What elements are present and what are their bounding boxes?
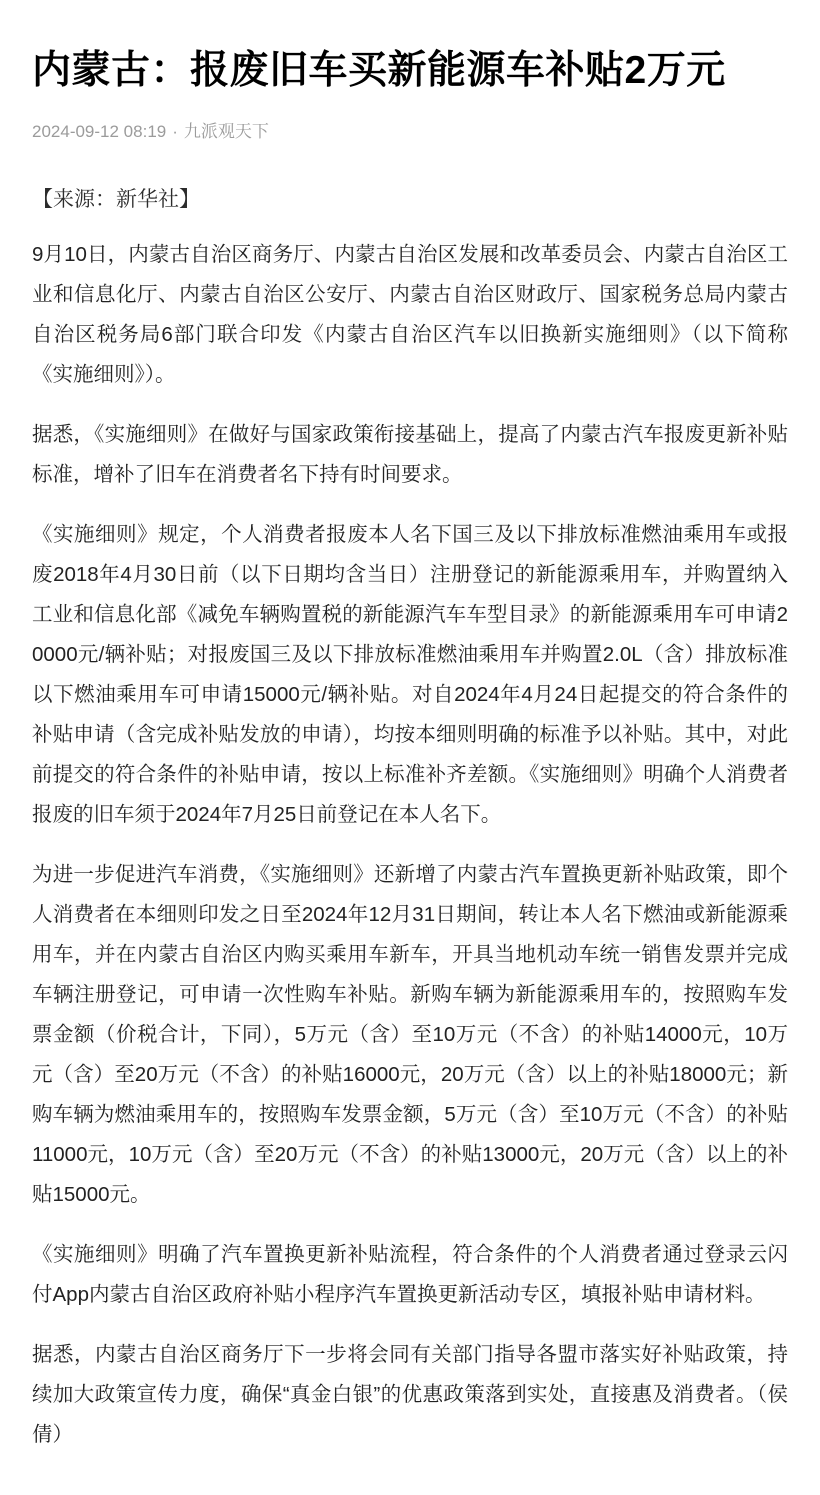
article-meta bbox=[32, 121, 788, 143]
source-attribution: 【来源：新华社】 bbox=[32, 187, 200, 211]
article-title: 内蒙古：报废旧车买新能源车补贴2万元 bbox=[32, 49, 726, 92]
article-body bbox=[32, 235, 788, 1455]
publisher-name: 九派观天下 bbox=[183, 121, 269, 141]
article-paragraph: 为进一步促进汽车消费，《实施细则》还新增了内蒙古汽车置换更新补贴政策，即个人消费者在本细则印发之日至2024年12月31日期间，转让本人名下燃油或新能源乘用车，并在内蒙古自治区内购买乘用车新车，开具当地机动车统一销售发票并完成车辆注册登记，可申请一次性购车补贴。新购车辆为新能源乘用车的，按照购车发票金额（价税合计，下同），5万元（含）至10万元（不含）的补贴14000元，10万元（含）至20万元（不含）的补贴16000元，20万元（含）以上的补贴18000元；新购车辆为燃油乘用车的，按照购车发票金额，5万元（含）至10万元（不含）的补贴11000元，10万元（含）至20万元（不含）的补贴13000元，20万元（含）以上的补贴15000元。 bbox=[32, 862, 788, 1206]
publish-datetime: 2024-09-12 08:19 bbox=[32, 121, 167, 141]
meta-separator: · bbox=[172, 121, 178, 141]
article-paragraph: 据悉，内蒙古自治区商务厅下一步将会同有关部门指导各盟市落实好补贴政策，持续加大政策宣传力度，确保“真金白银”的优惠政策落到实处，直接惠及消费者。（侯倩） bbox=[32, 1342, 788, 1446]
article-paragraph: 《实施细则》明确了汽车置换更新补贴流程，符合条件的个人消费者通过登录云闪付App内蒙古自治区政府补贴小程序汽车置换更新活动专区，填报补贴申请材料。 bbox=[32, 1242, 788, 1306]
article-paragraph: 《实施细则》规定，个人消费者报废本人名下国三及以下排放标准燃油乘用车或报废2018年4月30日前（以下日期均含当日）注册登记的新能源乘用车，并购置纳入工业和信息化部《减免车辆购置税的新能源汽车车型目录》的新能源乘用车可申请20000元/辆补贴；对报废国三及以下排放标准燃油乘用车并购置2.0L（含）排放标准以下燃油乘用车可申请15000元/辆补贴。对自2024年4月24日起提交的符合条件的补贴申请（含完成补贴发放的申请），均按本细则明确的标准予以补贴。其中，对此前提交的符合条件的补贴申请，按以上标准补齐差额。《实施细则》明确个人消费者报废的旧车须于2024年7月25日前登记在本人名下。 bbox=[32, 522, 788, 826]
article-paragraph: 9月10日，内蒙古自治区商务厅、内蒙古自治区发展和改革委员会、内蒙古自治区工业和信息化厅、内蒙古自治区公安厅、内蒙古自治区财政厅、国家税务总局内蒙古自治区税务局6部门联合印发《内蒙古自治区汽车以旧换新实施细则》（以下简称《实施细则》）。 bbox=[32, 242, 788, 386]
article-paragraph: 据悉，《实施细则》在做好与国家政策衔接基础上，提高了内蒙古汽车报废更新补贴标准，增补了旧车在消费者名下持有时间要求。 bbox=[32, 422, 788, 486]
